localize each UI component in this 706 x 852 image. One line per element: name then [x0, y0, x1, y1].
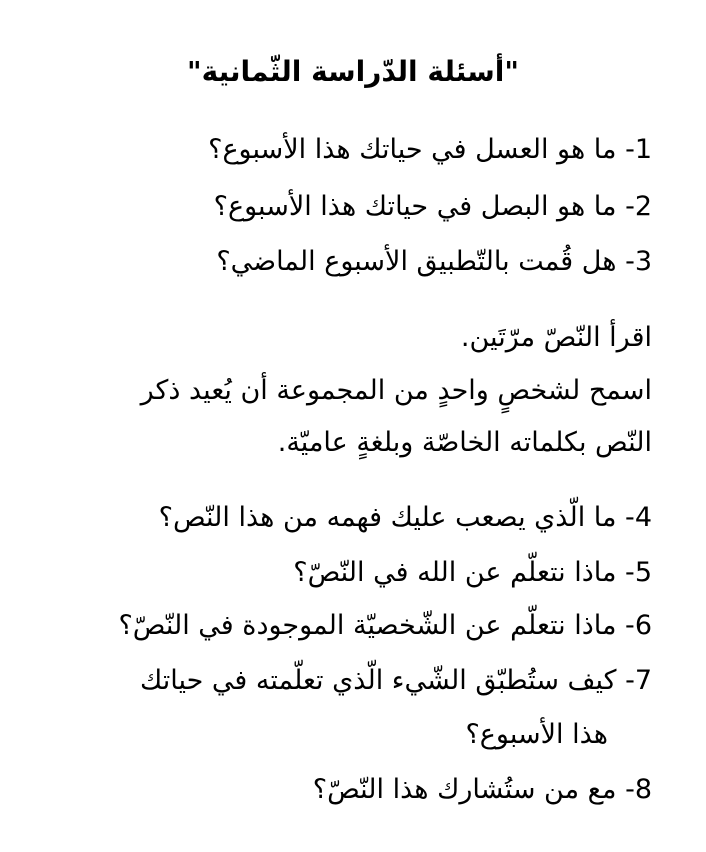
page-title: "أسئلة الدّراسة الثّمانية"	[187, 55, 519, 88]
question-7-line-1: 7- كيف ستُطبّق الشّيء الّذي تعلّمته في حياتك	[139, 665, 652, 696]
question-5: 5- ماذا نتعلّم عن الله في النّصّ؟	[293, 557, 652, 588]
question-7-line-2: هذا الأسبوع؟	[465, 719, 608, 750]
instruction-retell-line-1: اسمح لشخصٍ واحدٍ من المجموعة أن يُعيد ذكر	[140, 375, 652, 406]
question-8: 8- مع من ستُشارك هذا النّصّ؟	[312, 774, 652, 805]
instruction-retell-line-2: النّص بكلماته الخاصّة وبلغةٍ عاميّة.	[277, 427, 652, 458]
question-2: 2- ما هو البصل في حياتك هذا الأسبوع؟	[213, 191, 652, 222]
instruction-read-twice: اقرأ النّصّ مرّتَين.	[460, 322, 652, 353]
question-3: 3- هل قُمت بالتّطبيق الأسبوع الماضي؟	[216, 246, 652, 277]
question-4: 4- ما الّذي يصعب عليك فهمه من هذا النّص؟	[158, 502, 652, 533]
question-6: 6- ماذا نتعلّم عن الشّخصيّة الموجودة في النّصّ؟	[118, 610, 652, 641]
question-1: 1- ما هو العسل في حياتك هذا الأسبوع؟	[208, 134, 652, 165]
